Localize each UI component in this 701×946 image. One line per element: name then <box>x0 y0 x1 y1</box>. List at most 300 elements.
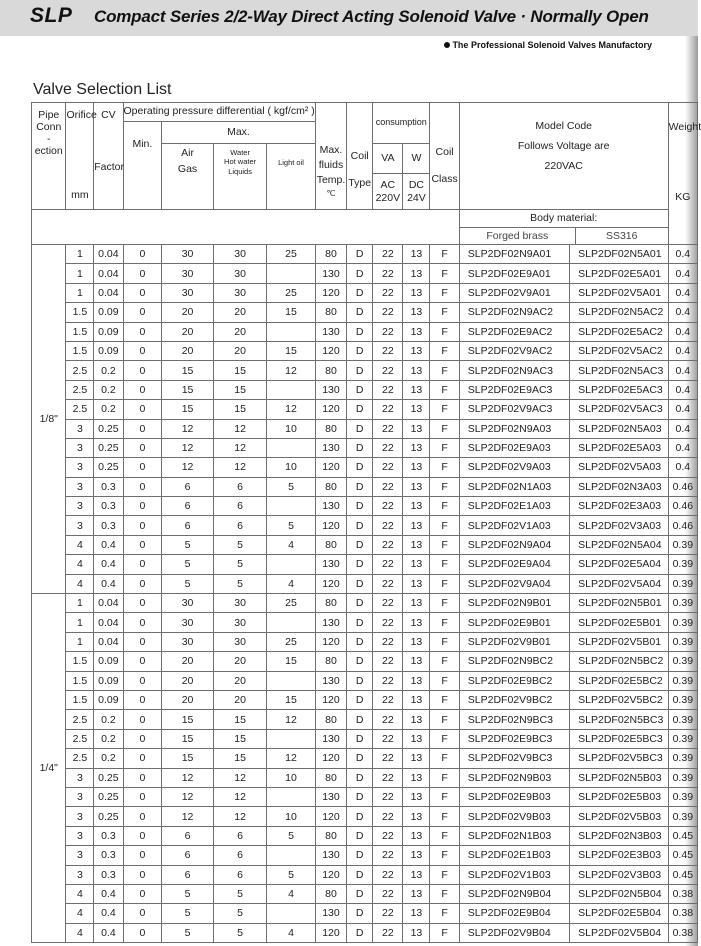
body-material-label: Body material: <box>530 212 598 224</box>
brass-cell: SLP2DF02E9A03 <box>459 438 569 457</box>
brass-cell: SLP2DF02E1B03 <box>459 846 569 865</box>
brass-cell: SLP2DF02V9AC2 <box>459 341 569 360</box>
orifice-cell: 1.5 <box>66 652 94 671</box>
ss-cell: SLP2DF02V5BC3 <box>570 749 669 768</box>
valve-selection-table <box>31 102 701 943</box>
cls-cell: F <box>430 749 459 768</box>
cv-label: CV <box>101 109 116 121</box>
cls-cell: F <box>430 535 459 554</box>
va-cell: 22 <box>373 535 403 554</box>
w-cell: 13 <box>403 865 430 884</box>
ss-cell: SLP2DF02V5AC3 <box>570 400 669 419</box>
water-cell: 20 <box>213 322 266 341</box>
orifice-cell: 2.5 <box>66 729 94 748</box>
forged-brass-label: Forged brass <box>460 228 576 244</box>
water-cell: 30 <box>213 245 266 264</box>
ss-cell: SLP2DF02E5B01 <box>570 613 669 632</box>
cv-cell: 0.4 <box>94 555 123 574</box>
va-cell: 22 <box>373 361 403 380</box>
va-cell: 22 <box>373 729 403 748</box>
brass-cell: SLP2DF02N9B04 <box>459 884 569 903</box>
min-cell: 0 <box>123 884 162 903</box>
ss-cell: SLP2DF02V3B03 <box>570 865 669 884</box>
ss-cell: SLP2DF02E5AC2 <box>570 322 669 341</box>
kg-cell: 0.46 <box>668 477 697 496</box>
kg-cell: 0.4 <box>668 245 697 264</box>
water-cell: 5 <box>213 904 266 923</box>
cv-cell: 0.04 <box>94 613 123 632</box>
air-cell: 12 <box>162 458 214 477</box>
header-spacer <box>32 210 460 245</box>
ss-cell: SLP2DF02V3A03 <box>570 516 669 535</box>
ss-cell: SLP2DF02N5B03 <box>570 768 669 787</box>
air-cell: 5 <box>162 535 214 554</box>
coil-cell: D <box>347 652 373 671</box>
cls-cell: F <box>430 923 459 942</box>
water-cell: 5 <box>213 923 266 942</box>
orifice-cell: 3 <box>66 516 94 535</box>
va-cell: 22 <box>373 458 403 477</box>
ss-cell: SLP2DF02E5B03 <box>570 787 669 806</box>
cv-cell: 0.09 <box>94 322 123 341</box>
min-cell: 0 <box>123 497 162 516</box>
brass-cell: SLP2DF02N9BC3 <box>459 710 569 729</box>
kg-cell: 0.45 <box>668 846 697 865</box>
table-row <box>32 477 698 496</box>
brass-cell: SLP2DF02E9BC2 <box>459 671 569 690</box>
ss-cell: SLP2DF02V5B01 <box>570 632 669 651</box>
w-cell: 13 <box>403 245 430 264</box>
cv-cell: 0.3 <box>94 865 123 884</box>
coil-cell: D <box>347 497 373 516</box>
air-cell: 30 <box>162 632 214 651</box>
cls-cell: F <box>430 419 459 438</box>
coil-cell: D <box>347 884 373 903</box>
air-cell: 15 <box>162 749 214 768</box>
consumption-header: consumption <box>373 103 430 144</box>
oil-cell: 25 <box>267 632 315 651</box>
va-cell: 22 <box>373 477 403 496</box>
coil-cell: D <box>347 400 373 419</box>
oil-cell: 10 <box>267 419 315 438</box>
air-cell: 20 <box>162 303 214 322</box>
table-row <box>32 264 698 283</box>
w-cell: 13 <box>403 264 430 283</box>
water-cell: 30 <box>213 283 266 302</box>
air-cell: 12 <box>162 419 214 438</box>
min-cell: 0 <box>123 283 162 302</box>
kg-cell: 0.4 <box>668 264 697 283</box>
coil-cell: D <box>347 555 373 574</box>
air-cell: 15 <box>162 729 214 748</box>
ss-cell: SLP2DF02E5AC3 <box>570 380 669 399</box>
table-row <box>32 400 698 419</box>
w-cell: 13 <box>403 632 430 651</box>
va-cell: 22 <box>373 497 403 516</box>
air-cell: 15 <box>162 710 214 729</box>
table-row <box>32 710 698 729</box>
orifice-cell: 4 <box>66 535 94 554</box>
coil-cell: D <box>347 768 373 787</box>
min-cell: 0 <box>123 613 162 632</box>
oil-cell: 12 <box>267 749 315 768</box>
va-cell: 22 <box>373 787 403 806</box>
cls-cell: F <box>430 787 459 806</box>
table-row <box>32 729 698 748</box>
orifice-cell: 1.5 <box>66 690 94 709</box>
min-cell: 0 <box>123 904 162 923</box>
kg-cell: 0.4 <box>668 303 697 322</box>
air-cell: 6 <box>162 477 214 496</box>
temp-cell: 130 <box>315 671 347 690</box>
table-row <box>32 865 698 884</box>
va-header: VA <box>373 144 403 174</box>
cls-cell: F <box>430 632 459 651</box>
air-cell: 15 <box>162 361 214 380</box>
ss-cell: SLP2DF02E5A04 <box>570 555 669 574</box>
coil-class-header: Coil Class <box>430 103 459 210</box>
min-cell: 0 <box>123 458 162 477</box>
water-cell: 5 <box>213 555 266 574</box>
w-cell: 13 <box>403 884 430 903</box>
cls-cell: F <box>430 574 459 593</box>
va-cell: 22 <box>373 574 403 593</box>
table-row <box>32 419 698 438</box>
w-cell: 13 <box>403 613 430 632</box>
kg-cell: 0.46 <box>668 497 697 516</box>
cv-cell: 0.4 <box>94 923 123 942</box>
kg-cell: 0.4 <box>668 341 697 360</box>
brass-cell: SLP2DF02E1A03 <box>459 497 569 516</box>
kg-cell: 0.39 <box>668 729 697 748</box>
kg-cell: 0.46 <box>668 516 697 535</box>
brass-cell: SLP2DF02V9A03 <box>459 458 569 477</box>
coil-cell: D <box>347 535 373 554</box>
temp-cell: 120 <box>315 807 347 826</box>
va-cell: 22 <box>373 865 403 884</box>
air-cell: 30 <box>162 594 214 613</box>
oil-cell: 15 <box>267 690 315 709</box>
ss-cell: SLP2DF02V5B04 <box>570 923 669 942</box>
w-header: W <box>403 144 430 174</box>
orifice-cell: 1 <box>66 245 94 264</box>
cv-cell: 0.09 <box>94 303 123 322</box>
w-cell: 13 <box>403 652 430 671</box>
temp-cell: 130 <box>315 264 347 283</box>
pipe-size-cell: 1/8" <box>32 245 66 594</box>
table-row <box>32 458 698 477</box>
va-cell: 22 <box>373 322 403 341</box>
ss-cell: SLP2DF02E3A03 <box>570 497 669 516</box>
table-row <box>32 923 698 942</box>
cv-cell: 0.3 <box>94 826 123 845</box>
orifice-cell: 3 <box>66 477 94 496</box>
water-cell: 6 <box>213 865 266 884</box>
cv-cell: 0.2 <box>94 749 123 768</box>
coil-cell: D <box>347 283 373 302</box>
w-cell: 13 <box>403 516 430 535</box>
orifice-cell: 2.5 <box>66 380 94 399</box>
min-cell: 0 <box>123 807 162 826</box>
min-header: Min. <box>123 122 162 210</box>
coil-cell: D <box>347 438 373 457</box>
temp-cell: 130 <box>315 380 347 399</box>
cv-cell: 0.04 <box>94 632 123 651</box>
coil-cell: D <box>347 710 373 729</box>
cv-cell: 0.25 <box>94 438 123 457</box>
kg-cell: 0.39 <box>668 768 697 787</box>
water-cell: 15 <box>213 710 266 729</box>
kg-cell: 0.39 <box>668 652 697 671</box>
va-cell: 22 <box>373 380 403 399</box>
coil-cell: D <box>347 245 373 264</box>
temp-cell: 80 <box>315 768 347 787</box>
cv-cell: 0.2 <box>94 400 123 419</box>
air-cell: 12 <box>162 807 214 826</box>
ac-header: AC 220V <box>373 174 403 210</box>
va-cell: 22 <box>373 807 403 826</box>
ss-cell: SLP2DF02V5A04 <box>570 574 669 593</box>
temp-cell: 80 <box>315 303 347 322</box>
kg-cell: 0.39 <box>668 710 697 729</box>
orifice-cell: 3 <box>66 768 94 787</box>
brass-cell: SLP2DF02N9A01 <box>459 245 569 264</box>
oil-cell <box>267 787 315 806</box>
oil-cell: 5 <box>267 826 315 845</box>
temp-cell: 80 <box>315 652 347 671</box>
kg-cell: 0.4 <box>668 400 697 419</box>
cls-cell: F <box>430 245 459 264</box>
ss-cell: SLP2DF02V5A01 <box>570 283 669 302</box>
oil-cell: 15 <box>267 652 315 671</box>
coil-cell: D <box>347 264 373 283</box>
temp-cell: 130 <box>315 438 347 457</box>
cv-cell: 0.04 <box>94 594 123 613</box>
coil-cell: D <box>347 458 373 477</box>
va-cell: 22 <box>373 438 403 457</box>
table-row <box>32 749 698 768</box>
orifice-cell: 3 <box>66 865 94 884</box>
kg-cell: 0.39 <box>668 594 697 613</box>
cv-cell: 0.25 <box>94 807 123 826</box>
brass-cell: SLP2DF02V9BC2 <box>459 690 569 709</box>
table-row <box>32 671 698 690</box>
min-cell: 0 <box>123 594 162 613</box>
min-cell: 0 <box>123 264 162 283</box>
va-cell: 22 <box>373 884 403 903</box>
orifice-cell: 4 <box>66 923 94 942</box>
min-cell: 0 <box>123 419 162 438</box>
orifice-cell: 3 <box>66 787 94 806</box>
ss-cell: SLP2DF02E5BC3 <box>570 729 669 748</box>
cls-cell: F <box>430 264 459 283</box>
table-row <box>32 632 698 651</box>
kg-cell: 0.39 <box>668 574 697 593</box>
table-row <box>32 768 698 787</box>
light-oil-header: Light oil <box>267 144 315 210</box>
temp-cell: 80 <box>315 245 347 264</box>
brass-cell: SLP2DF02V1A03 <box>459 516 569 535</box>
oil-cell <box>267 671 315 690</box>
orifice-cell: 2.5 <box>66 710 94 729</box>
temp-cell: 80 <box>315 710 347 729</box>
orifice-cell: 4 <box>66 555 94 574</box>
water-cell: 20 <box>213 341 266 360</box>
cv-cell: 0.25 <box>94 768 123 787</box>
cls-cell: F <box>430 690 459 709</box>
coil-cell: D <box>347 322 373 341</box>
w-cell: 13 <box>403 768 430 787</box>
orifice-cell: 1 <box>66 264 94 283</box>
water-cell: 6 <box>213 516 266 535</box>
brass-cell: SLP2DF02V9B04 <box>459 923 569 942</box>
water-cell: 12 <box>213 768 266 787</box>
min-cell: 0 <box>123 846 162 865</box>
ss-cell: SLP2DF02E5A03 <box>570 438 669 457</box>
brass-cell: SLP2DF02N9AC3 <box>459 361 569 380</box>
temp-cell: 120 <box>315 341 347 360</box>
coil-cell: D <box>347 574 373 593</box>
water-cell: 30 <box>213 632 266 651</box>
cv-cell: 0.2 <box>94 380 123 399</box>
oil-cell: 15 <box>267 341 315 360</box>
coil-cell: D <box>347 787 373 806</box>
w-cell: 13 <box>403 594 430 613</box>
ss-cell: SLP2DF02N5A04 <box>570 535 669 554</box>
coil-cell: D <box>347 729 373 748</box>
table-body <box>32 245 698 943</box>
water-cell: 6 <box>213 826 266 845</box>
oil-cell: 12 <box>267 400 315 419</box>
brass-cell: SLP2DF02E9A04 <box>459 555 569 574</box>
va-cell: 22 <box>373 594 403 613</box>
va-cell: 22 <box>373 749 403 768</box>
kg-cell: 0.45 <box>668 865 697 884</box>
temp-cell: 80 <box>315 535 347 554</box>
brass-cell: SLP2DF02E9A01 <box>459 264 569 283</box>
w-cell: 13 <box>403 400 430 419</box>
cls-cell: F <box>430 380 459 399</box>
ss-cell: SLP2DF02N3B03 <box>570 826 669 845</box>
min-cell: 0 <box>123 710 162 729</box>
ss-cell: SLP2DF02V5AC2 <box>570 341 669 360</box>
cv-cell: 0.3 <box>94 846 123 865</box>
table-row <box>32 322 698 341</box>
coil-cell: D <box>347 923 373 942</box>
brass-cell: SLP2DF02V9AC3 <box>459 400 569 419</box>
brass-cell: SLP2DF02N9AC2 <box>459 303 569 322</box>
ss-cell: SLP2DF02N5B04 <box>570 884 669 903</box>
brass-cell: SLP2DF02E9AC2 <box>459 322 569 341</box>
va-cell: 22 <box>373 826 403 845</box>
air-cell: 6 <box>162 846 214 865</box>
cv-cell: 0.04 <box>94 245 123 264</box>
oil-cell <box>267 613 315 632</box>
air-cell: 5 <box>162 884 214 903</box>
air-cell: 12 <box>162 787 214 806</box>
brass-cell: SLP2DF02N9A04 <box>459 535 569 554</box>
ss-cell: SLP2DF02V5B03 <box>570 807 669 826</box>
oil-cell <box>267 497 315 516</box>
coil-cell: D <box>347 613 373 632</box>
ss316-label: SS316 <box>605 230 638 242</box>
temp-cell: 130 <box>315 555 347 574</box>
air-cell: 6 <box>162 497 214 516</box>
min-cell: 0 <box>123 361 162 380</box>
cv-cell: 0.3 <box>94 477 123 496</box>
cls-cell: F <box>430 477 459 496</box>
cls-cell: F <box>430 710 459 729</box>
orifice-cell: 1.5 <box>66 322 94 341</box>
air-cell: 15 <box>162 400 214 419</box>
cls-cell: F <box>430 438 459 457</box>
coil-cell: D <box>347 303 373 322</box>
coil-cell: D <box>347 594 373 613</box>
min-cell: 0 <box>123 729 162 748</box>
orifice-cell: 3 <box>66 438 94 457</box>
coil-cell: D <box>347 690 373 709</box>
brass-cell: SLP2DF02N1A03 <box>459 477 569 496</box>
va-cell: 22 <box>373 710 403 729</box>
min-cell: 0 <box>123 322 162 341</box>
temp-cell: 130 <box>315 613 347 632</box>
temp-cell: 120 <box>315 458 347 477</box>
kg-cell: 0.4 <box>668 283 697 302</box>
w-cell: 13 <box>403 438 430 457</box>
temp-cell: 120 <box>315 749 347 768</box>
air-cell: 20 <box>162 341 214 360</box>
table-row <box>32 555 698 574</box>
oil-cell: 25 <box>267 283 315 302</box>
oil-cell: 12 <box>267 361 315 380</box>
temp-cell: 120 <box>315 400 347 419</box>
oil-cell: 15 <box>267 303 315 322</box>
brass-cell: SLP2DF02V1B03 <box>459 865 569 884</box>
va-cell: 22 <box>373 245 403 264</box>
ss-cell: SLP2DF02E5B04 <box>570 904 669 923</box>
table-row <box>32 303 698 322</box>
brass-cell: SLP2DF02N9BC2 <box>459 652 569 671</box>
kg-cell: 0.38 <box>668 923 697 942</box>
temp-cell: 120 <box>315 865 347 884</box>
table-row <box>32 497 698 516</box>
cls-cell: F <box>430 283 459 302</box>
va-cell: 22 <box>373 690 403 709</box>
brass-cell: SLP2DF02V9A01 <box>459 283 569 302</box>
temp-cell: 130 <box>315 904 347 923</box>
brass-cell: SLP2DF02E9B01 <box>459 613 569 632</box>
max-temp-header: Max. fluids Temp. ℃ <box>315 103 347 210</box>
temp-cell: 80 <box>315 477 347 496</box>
cv-cell: 0.2 <box>94 710 123 729</box>
cv-cell: 0.09 <box>94 690 123 709</box>
coil-cell: D <box>347 477 373 496</box>
min-cell: 0 <box>123 477 162 496</box>
kg-cell: 0.39 <box>668 787 697 806</box>
w-cell: 13 <box>403 787 430 806</box>
kg-cell: 0.39 <box>668 555 697 574</box>
oil-cell: 5 <box>267 477 315 496</box>
cv-cell: 0.25 <box>94 458 123 477</box>
oil-cell: 10 <box>267 768 315 787</box>
min-cell: 0 <box>123 671 162 690</box>
orifice-cell: 4 <box>66 904 94 923</box>
min-cell: 0 <box>123 574 162 593</box>
cls-cell: F <box>430 303 459 322</box>
oil-cell <box>267 438 315 457</box>
air-cell: 20 <box>162 690 214 709</box>
cv-cell: 0.09 <box>94 341 123 360</box>
